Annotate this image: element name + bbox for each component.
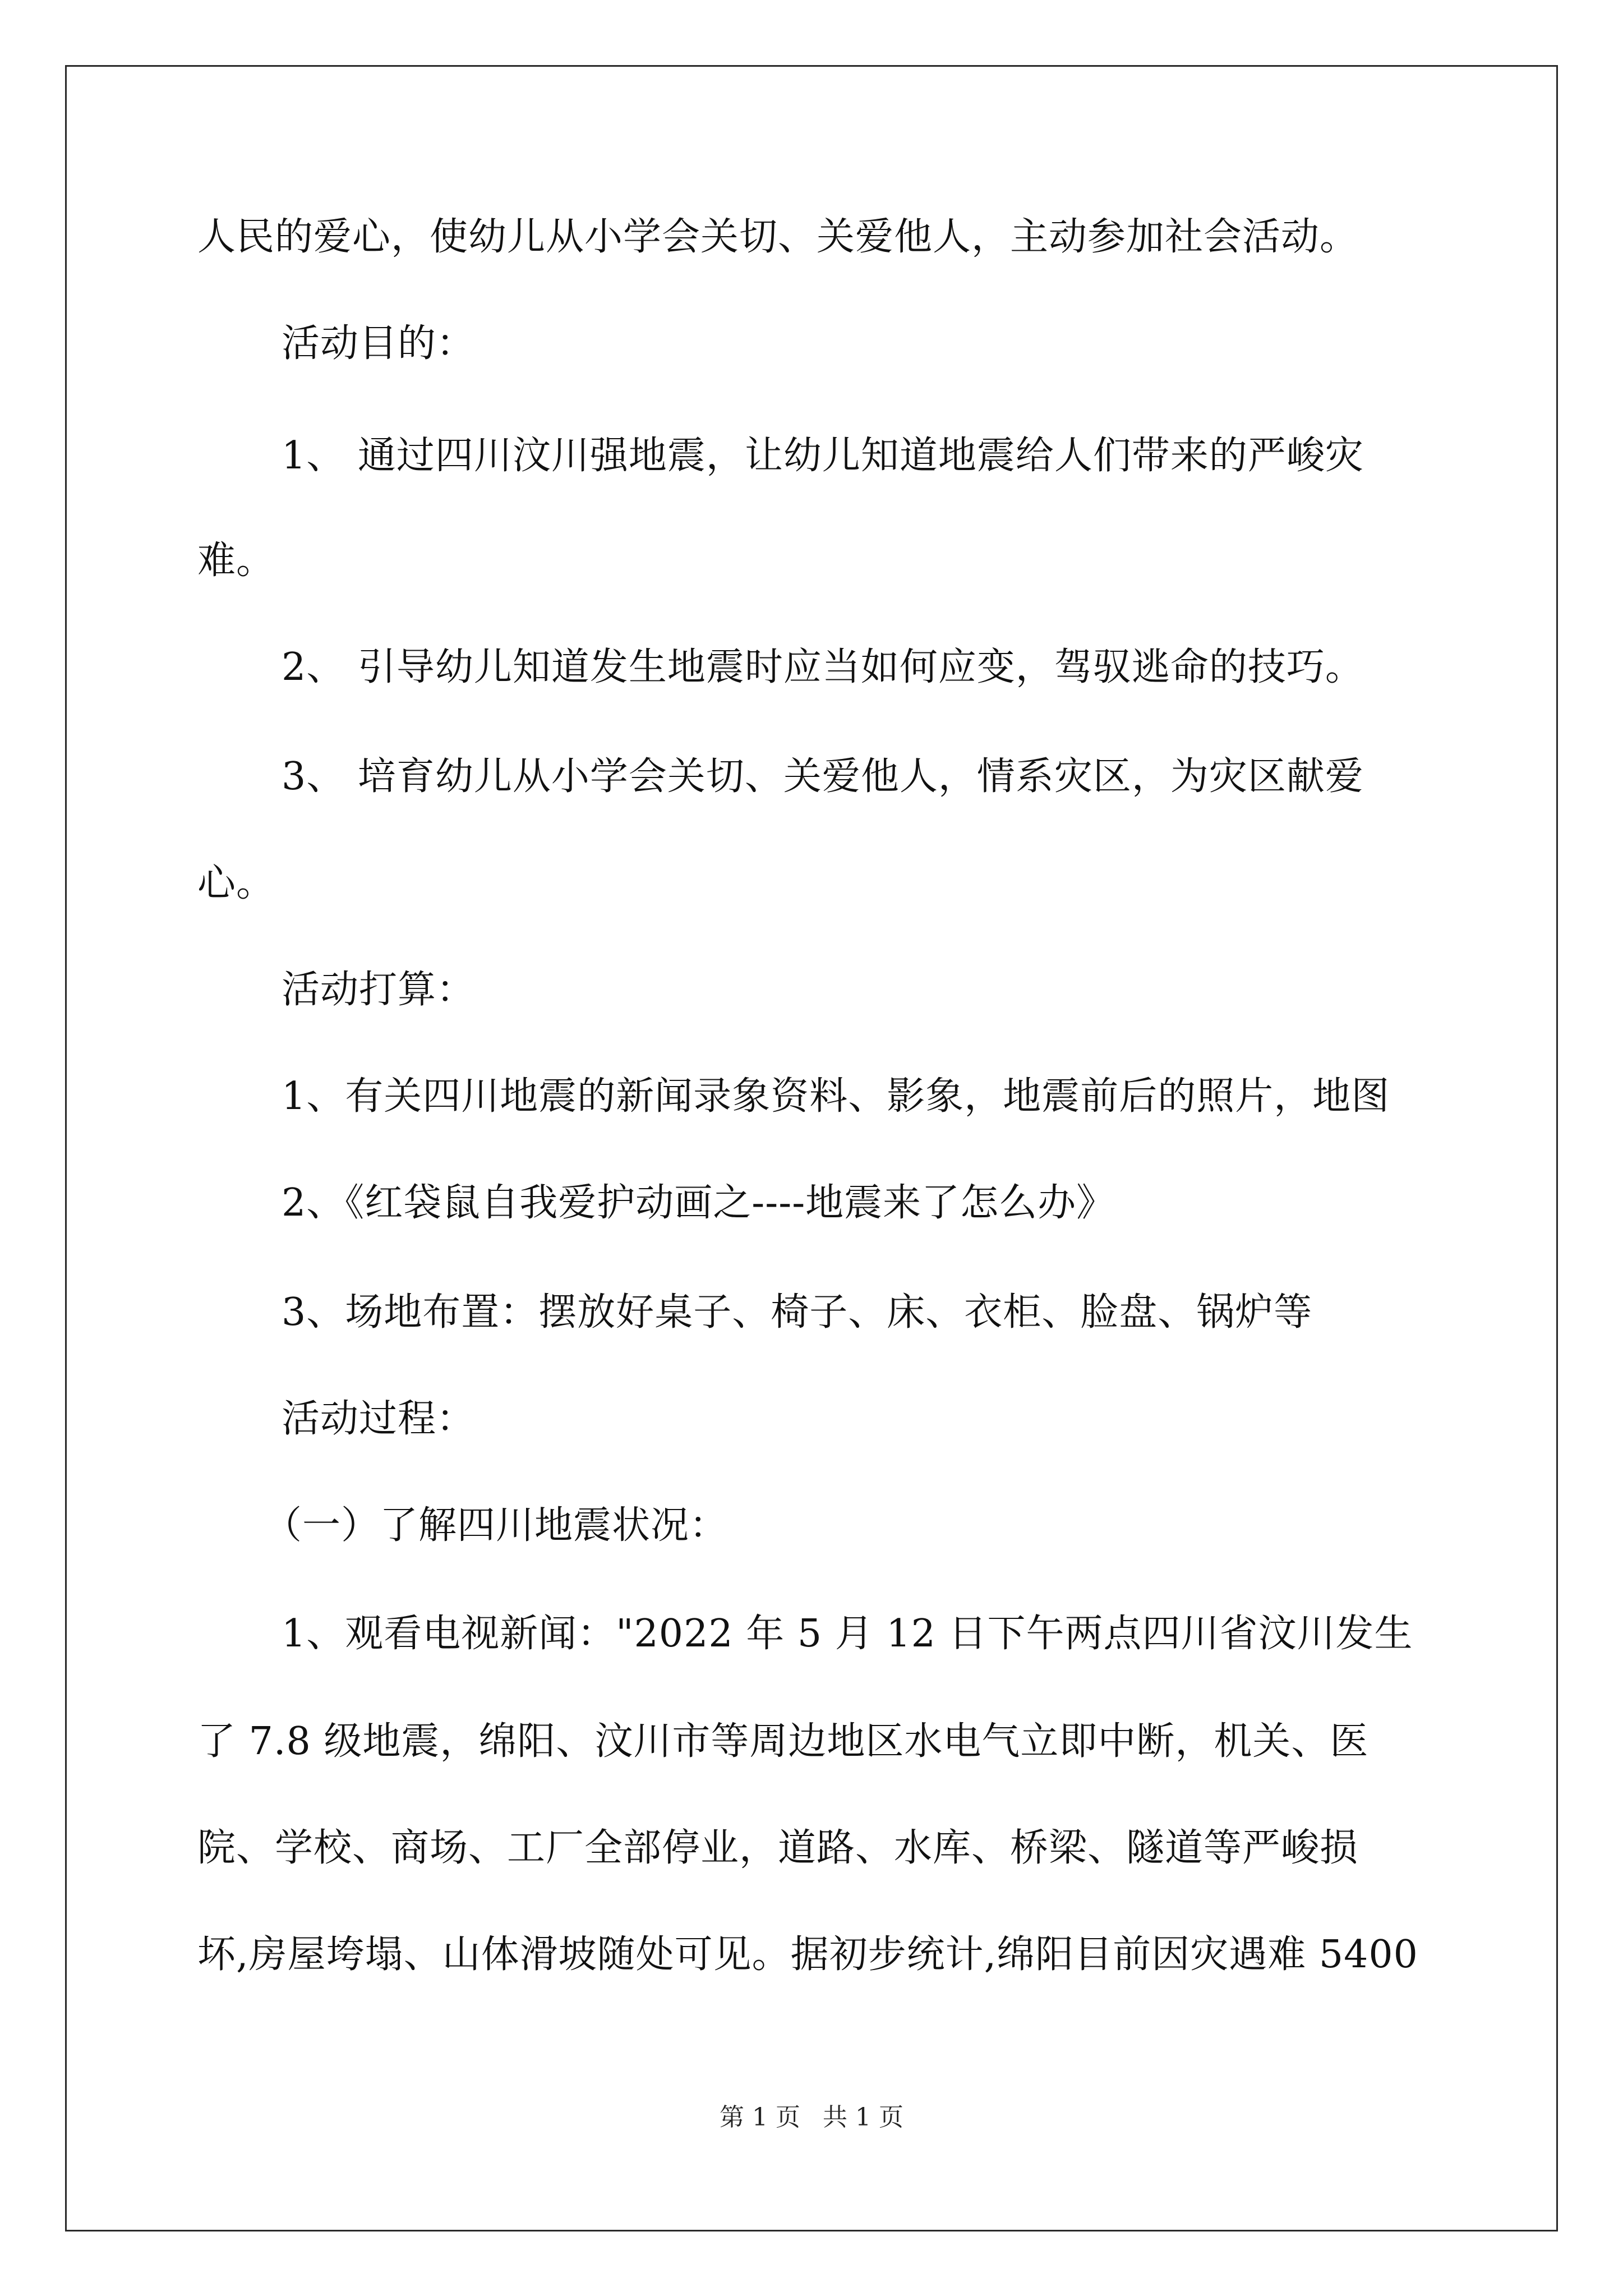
process-item-1-cont-1: 了 7.8 级地震，绵阳、汶川市等周边地区水电气立即中断，机关、医 <box>197 1719 1369 1764</box>
section-heading-preparation: 活动打算： <box>282 968 476 1012</box>
body-line-1: 人民的爱心，使幼儿从小学会关切、关爱他人，主动参加社会活动。 <box>197 215 1359 259</box>
preparation-item-1: 1、有关四川地震的新闻录象资料、影象，地震前后的照片，地图 <box>282 1074 1390 1119</box>
purpose-item-1-cont: 难。 <box>197 539 275 583</box>
page-number-total: 共 1 页 <box>823 2103 903 2132</box>
page-border <box>65 65 1558 2231</box>
page-number-current: 第 1 页 <box>720 2103 800 2132</box>
purpose-item-3: 3、 培育幼儿从小学会关切、关爱他人，情系灾区，为灾区献爱 <box>282 754 1364 799</box>
preparation-item-2: 2、《红袋鼠自我爱护动画之----地震来了怎么办》 <box>282 1181 1115 1225</box>
section-heading-process: 活动过程： <box>282 1397 476 1441</box>
page-footer <box>0 2101 1623 2134</box>
purpose-item-1: 1、 通过四川汶川强地震，让幼儿知道地震给人们带来的严峻灾 <box>282 434 1364 478</box>
process-item-1: 1、观看电视新闻："2022 年 5 月 12 日下午两点四川省汶川发生 <box>282 1612 1413 1656</box>
process-item-1-cont-3: 坏,房屋垮塌、山体滑坡随处可见。据初步统计,绵阳目前因灾遇难 5400 <box>197 1932 1418 1977</box>
section-heading-purpose: 活动目的： <box>282 321 476 366</box>
purpose-item-2: 2、 引导幼儿知道发生地震时应当如何应变，驾驭逃命的技巧。 <box>282 645 1364 689</box>
process-subheading-1: （一）了解四川地震状况： <box>264 1503 728 1548</box>
preparation-item-3: 3、场地布置：摆放好桌子、椅子、床、衣柜、脸盘、锅炉等 <box>282 1290 1313 1335</box>
purpose-item-3-cont: 心。 <box>197 861 275 905</box>
process-item-1-cont-2: 院、学校、商场、工厂全部停业，道路、水库、桥梁、隧道等严峻损 <box>197 1826 1359 1870</box>
